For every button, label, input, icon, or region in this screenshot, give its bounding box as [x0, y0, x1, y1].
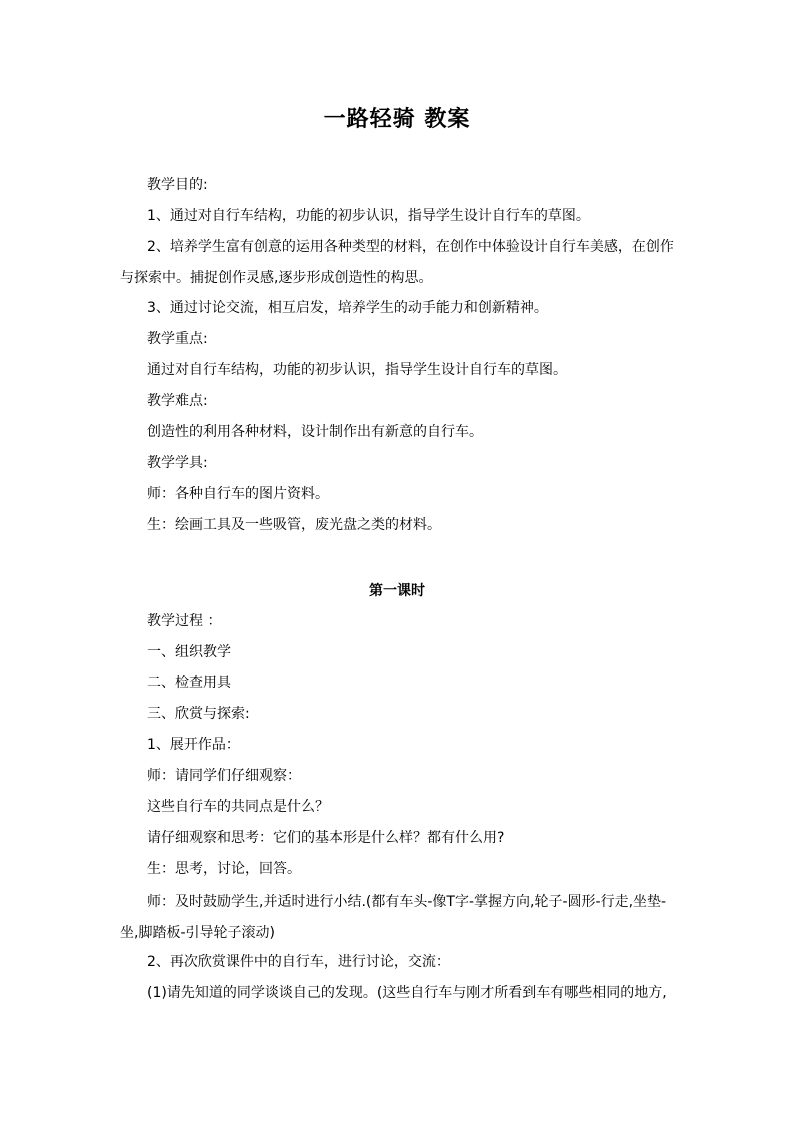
- objective-item-3: 3、通过讨论交流，相互启发，培养学生的动手能力和创新精神。: [147, 300, 548, 316]
- teacher-summary: 师：及时鼓励学生,并适时进行小结.(都有车头-像T字-掌握方向,轮子-圆形-行走,坐垫-坐,脚踏板-引导轮子滚动): [120, 894, 667, 941]
- process-substep-2: 2、再次欣赏课件中的自行车，进行讨论，交流：: [147, 954, 450, 970]
- process-step-1: 一、组织教学: [147, 644, 231, 660]
- materials-teacher: 师：各种自行车的图片资料。: [147, 486, 329, 502]
- process-substep-1: 1、展开作品：: [147, 737, 240, 753]
- process-step-3: 三、欣赏与探索:: [147, 706, 250, 722]
- process-substep-2-1: (1)请先知道的同学谈谈自己的发现。(这些自行车与刚才所看到车有哪些相同的地方,: [147, 985, 667, 1001]
- key-points-text: 通过对自行车结构，功能的初步认识，指导学生设计自行车的草图。: [147, 362, 567, 378]
- process-step-2: 二、检查用具: [147, 675, 231, 691]
- student-response: 生：思考，讨论，回答。: [147, 861, 301, 877]
- objective-heading: 教学目的:: [147, 177, 208, 193]
- key-points-heading: 教学重点:: [147, 331, 208, 347]
- materials-student: 生：绘画工具及一些吸管，废光盘之类的材料。: [147, 517, 441, 533]
- difficulty-text: 创造性的利用各种材料，设计制作出有新意的自行车。: [147, 424, 483, 440]
- question-1: 这些自行车的共同点是什么？: [147, 799, 329, 815]
- document-title: 一路轻骑 教案: [323, 106, 471, 132]
- process-heading: 教学过程 ：: [147, 613, 222, 629]
- teacher-instruction: 师：请同学们仔细观察：: [147, 768, 301, 784]
- objective-item-2: 2、培养学生富有创意的运用各种类型的材料，在创作中体验设计自行车美感，在创作与探索中。捕捉创作灵感,逐步形成创造性的构思。: [120, 239, 674, 286]
- question-2: 请仔细观察和思考：它们的基本形是什么样？都有什么用?: [147, 830, 505, 846]
- difficulty-heading: 教学难点:: [147, 393, 208, 409]
- materials-heading: 教学学具:: [147, 455, 208, 471]
- section-title: 第一课时: [369, 583, 425, 599]
- objective-item-1: 1、通过对自行车结构，功能的初步认识，指导学生设计自行车的草图。: [147, 208, 590, 224]
